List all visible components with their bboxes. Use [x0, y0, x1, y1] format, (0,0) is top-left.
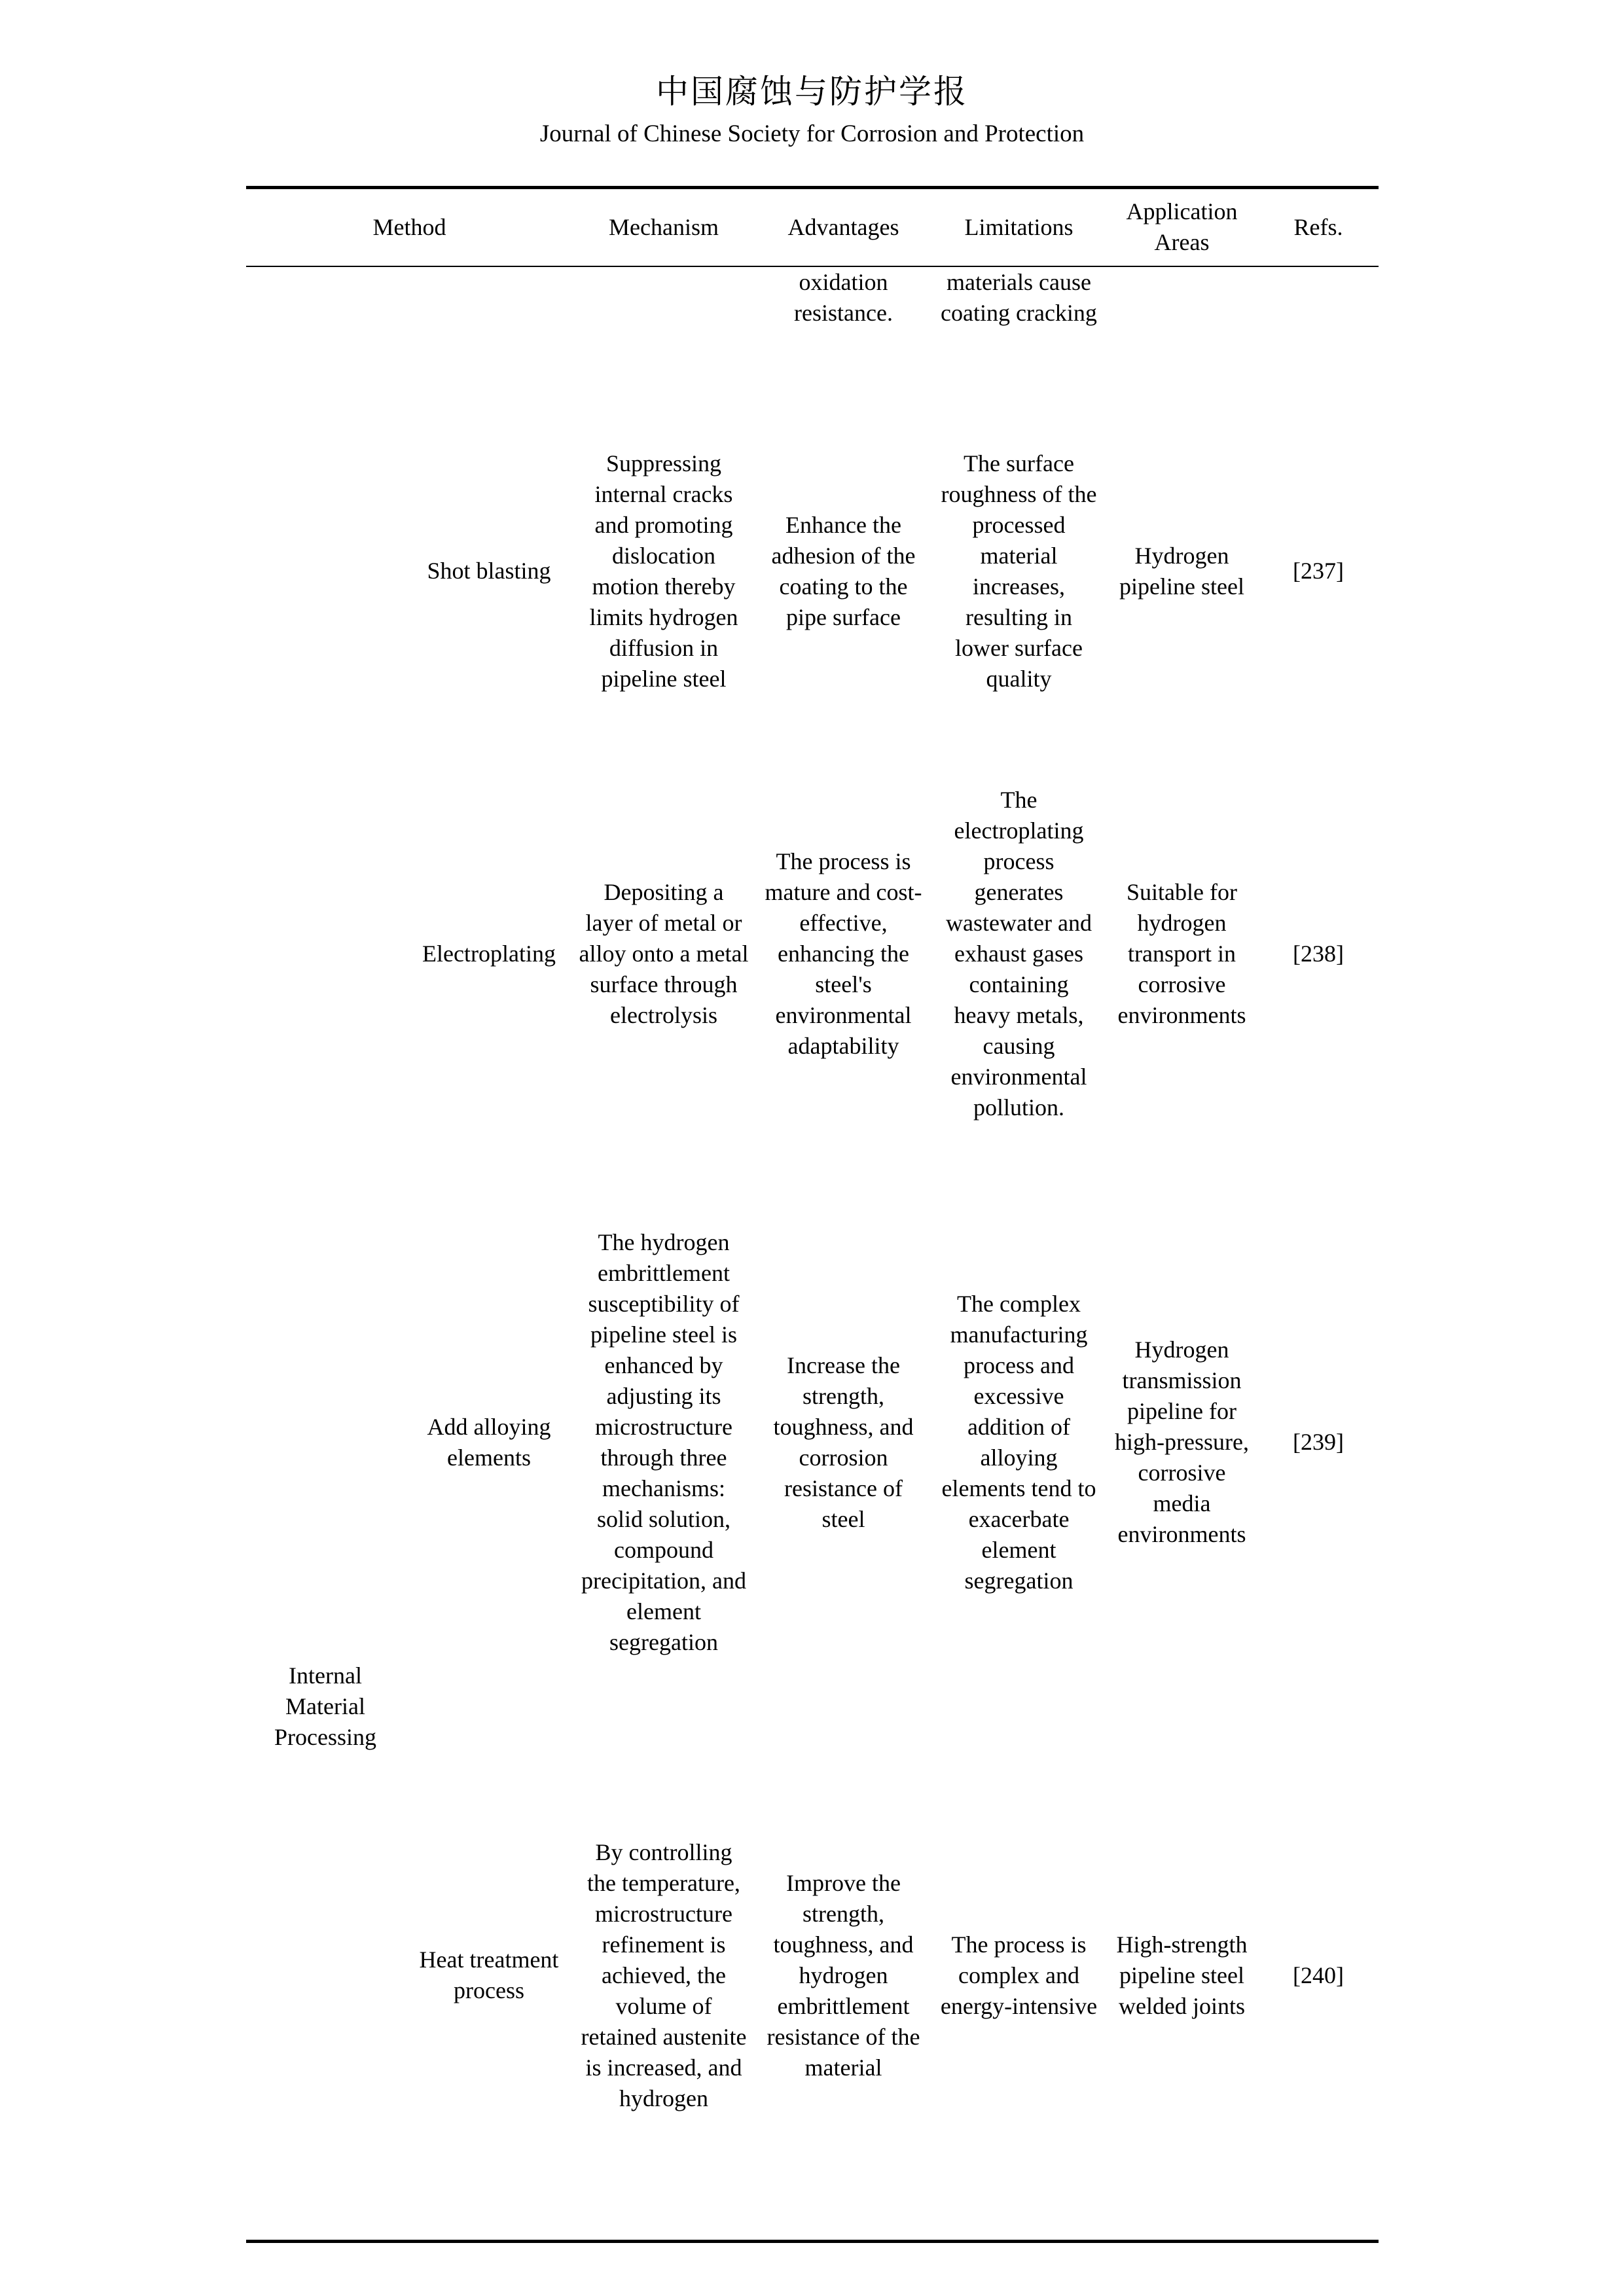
- cell-limitations: The complex manufacturing process and excessive addition of alloying elements tend to exacerbate element segregation: [941, 1290, 1096, 1594]
- cell-category: [246, 735, 405, 1174]
- cell-method: Add alloying elements: [427, 1413, 551, 1471]
- cell-category: [246, 408, 405, 735]
- cell-refs: [237]: [1293, 558, 1344, 584]
- cell-refs: [238]: [1293, 941, 1344, 967]
- cell-application-areas: Hydrogen pipeline steel: [1119, 542, 1244, 600]
- cell-limitations: The process is complex and energy-intensive: [940, 1931, 1098, 2019]
- cell-advantages: Enhance the adhesion of the coating to the pipe surface: [771, 511, 916, 630]
- cell-method: [405, 266, 573, 408]
- cell-limitations: materials cause coating cracking: [941, 268, 1097, 326]
- col-header-advantages: Advantages: [755, 188, 933, 266]
- col-header-method: Method: [246, 188, 573, 266]
- cell-application-areas: Suitable for hydrogen transport in corrosive environments: [1117, 879, 1246, 1028]
- table-header-row: [246, 188, 1379, 266]
- cell-category: [246, 266, 405, 408]
- cell-limitations: The surface roughness of the processed material increases, resulting in lower surface quality: [941, 450, 1097, 692]
- cell-method: Shot blasting: [427, 558, 551, 584]
- cell-mechanism: The hydrogen embrittlement susceptibility of pipeline steel is enhanced by adjusting its microstructure through three mechanisms: solid solution, compound precipitation, and element segregation: [581, 1229, 746, 1655]
- col-header-refs: Refs.: [1259, 188, 1379, 266]
- cell-mechanism: Suppressing internal cracks and promoting dislocation motion thereby limits hydrogen diffusion in pipeline steel: [589, 450, 738, 692]
- cell-advantages: The process is mature and cost-effective, enhancing the steel's environmental adaptability: [765, 848, 922, 1059]
- table-row-heat-treatment-process: [246, 1712, 1379, 2242]
- cell-advantages: oxidation resistance.: [794, 268, 893, 326]
- col-header-mechanism: Mechanism: [573, 188, 755, 266]
- cell-mechanism: Depositing a layer of metal or alloy onto a metal surface through electrolysis: [579, 879, 749, 1028]
- cell-application-areas: Hydrogen transmission pipeline for high-pressure, corrosive media environments: [1115, 1336, 1249, 1547]
- cell-method: Heat treatment process: [419, 1946, 559, 2004]
- cell-limitations: The electroplating process generates wastewater and exhaust gases containing heavy metals, causing environmental pollution.: [946, 787, 1092, 1121]
- cell-refs: [240]: [1293, 1962, 1344, 1988]
- table-row-electroplating: [246, 735, 1379, 1174]
- cell-advantages: Increase the strength, toughness, and corrosion resistance of steel: [773, 1352, 914, 1532]
- journal-title-chinese: 中国腐蚀与防护学报: [656, 73, 968, 110]
- cell-mechanism: [573, 266, 755, 408]
- cell-refs: [1259, 266, 1379, 408]
- col-header-limitations: Limitations: [933, 188, 1106, 266]
- cell-advantages: Improve the strength, toughness, and hydrogen embrittlement resistance of the material: [767, 1869, 920, 2081]
- col-header-application-areas: Application Areas: [1106, 188, 1259, 266]
- cell-category-internal-material-processing: Internal Material Processing: [274, 1662, 376, 1750]
- cell-mechanism: By controlling the temperature, microstructure refinement is achieved, the volume of retained austenite is increased, and hydrogen: [581, 1839, 747, 2111]
- cell-refs: [239]: [1293, 1429, 1344, 1455]
- cell-application-areas: High-strength pipeline steel welded joints: [1116, 1931, 1248, 2019]
- cell-application-areas: [1106, 266, 1259, 408]
- journal-title-english: Journal of Chinese Society for Corrosion and Protection: [539, 120, 1085, 147]
- table-row-continuation: [246, 266, 1379, 408]
- table-row-shot-blasting: [246, 408, 1379, 735]
- cell-method: Electroplating: [422, 941, 556, 967]
- table-row-add-alloying-elements: [246, 1174, 1379, 1712]
- methods-comparison-table: [246, 186, 1379, 2243]
